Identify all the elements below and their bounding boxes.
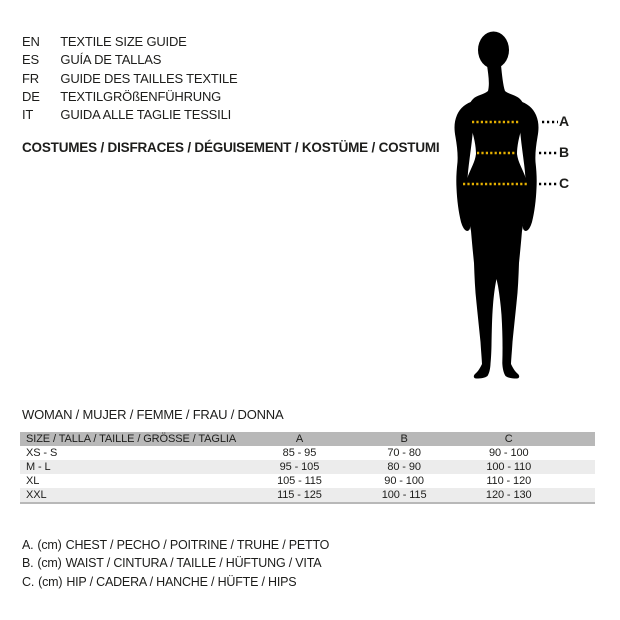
language-code: DE: [22, 88, 40, 104]
size-row-xl: [20, 474, 595, 488]
legend-row-hip: [22, 573, 333, 591]
spacer-cell: [561, 460, 595, 474]
legend-label: WAIST / CINTURA / TAILLE / HÜFTUNG / VITA: [65, 556, 322, 571]
hip-range-cell: 120 - 130: [485, 489, 532, 501]
legend-letter: B.: [22, 556, 34, 571]
legend-letter: A.: [22, 538, 34, 552]
size-row-m-l: [20, 460, 595, 474]
language-code: ES: [22, 52, 39, 68]
language-list: [22, 33, 238, 124]
legend-label: CHEST / PECHO / POITRINE / TRUHE / PETTO: [65, 538, 330, 552]
language-label: TEXTILGRÖßENFÜHRUNG: [60, 88, 222, 104]
marker-label-chest: A: [559, 113, 570, 129]
size-row-xxl: [20, 488, 595, 503]
size-cell: XXL: [26, 489, 47, 501]
head-silhouette: [478, 32, 509, 69]
waist-range-cell: 70 - 80: [387, 447, 421, 459]
spacer-cell: [561, 446, 595, 460]
waist-range-cell: 90 - 100: [384, 475, 424, 487]
marker-label-hip: C: [559, 175, 570, 191]
hip-range-cell: 110 - 120: [486, 475, 532, 487]
legend-letter: C.: [22, 574, 35, 589]
legend-unit: (cm): [38, 574, 63, 589]
column-header-c: C: [504, 433, 513, 445]
language-label: GUIDE DES TAILLES TEXTILE: [60, 70, 238, 86]
woman-figure: [430, 15, 620, 415]
language-row: [22, 106, 238, 124]
language-label: GUÍA DE TALLAS: [60, 52, 162, 68]
waist-range-cell: 80 - 90: [387, 461, 421, 473]
chest-range-cell: 85 - 95: [282, 447, 317, 459]
chest-range-cell: 95 - 105: [279, 461, 320, 473]
hip-range-cell: 100 - 110: [486, 461, 532, 473]
language-code: FR: [22, 70, 39, 86]
size-cell: XS - S: [26, 447, 58, 459]
language-code: EN: [22, 34, 40, 49]
hip-range-cell: 90 - 100: [488, 447, 529, 459]
chest-range-cell: 115 - 125: [277, 489, 322, 501]
measurement-legend: [22, 536, 333, 591]
language-row: [22, 88, 238, 106]
marker-label-waist: B: [559, 144, 570, 160]
waist-range-cell: 100 - 115: [381, 489, 427, 501]
body-silhouette: [465, 65, 528, 379]
legend-unit: (cm): [37, 556, 62, 571]
language-row: [22, 33, 238, 51]
spacer-cell: [561, 474, 595, 488]
language-row: [22, 70, 238, 88]
legend-row-chest: [22, 536, 333, 554]
column-header-spacer: [561, 432, 595, 446]
size-table-header-row: [20, 432, 595, 446]
language-code: IT: [22, 107, 34, 123]
legend-unit: (cm): [37, 538, 62, 552]
category-title: COSTUMES / DISFRACES / DÉGUISEMENT / KOSTÜME / COSTUMI: [22, 140, 440, 155]
column-header-b: B: [400, 433, 408, 445]
language-row: [22, 51, 238, 69]
table-title: WOMAN / MUJER / FEMME / FRAU / DONNA: [22, 407, 284, 422]
size-cell: XL: [26, 475, 40, 487]
size-row-xs-s: [20, 446, 595, 460]
legend-row-waist: [22, 554, 333, 572]
chest-range-cell: 105 - 115: [277, 475, 322, 487]
size-cell: M - L: [26, 461, 51, 473]
column-header-a: A: [295, 433, 304, 445]
language-label: TEXTILE SIZE GUIDE: [60, 34, 187, 49]
legend-label: HIP / CADERA / HANCHE / HÜFTE / HIPS: [66, 574, 297, 589]
woman-silhouette-svg: [430, 15, 620, 415]
size-table: [20, 432, 595, 504]
spacer-cell: [561, 488, 595, 503]
column-header-size: SIZE / TALLA / TAILLE / GRÖSSE / TAGLIA: [26, 433, 237, 445]
language-label: GUIDA ALLE TAGLIE TESSILI: [60, 107, 232, 123]
